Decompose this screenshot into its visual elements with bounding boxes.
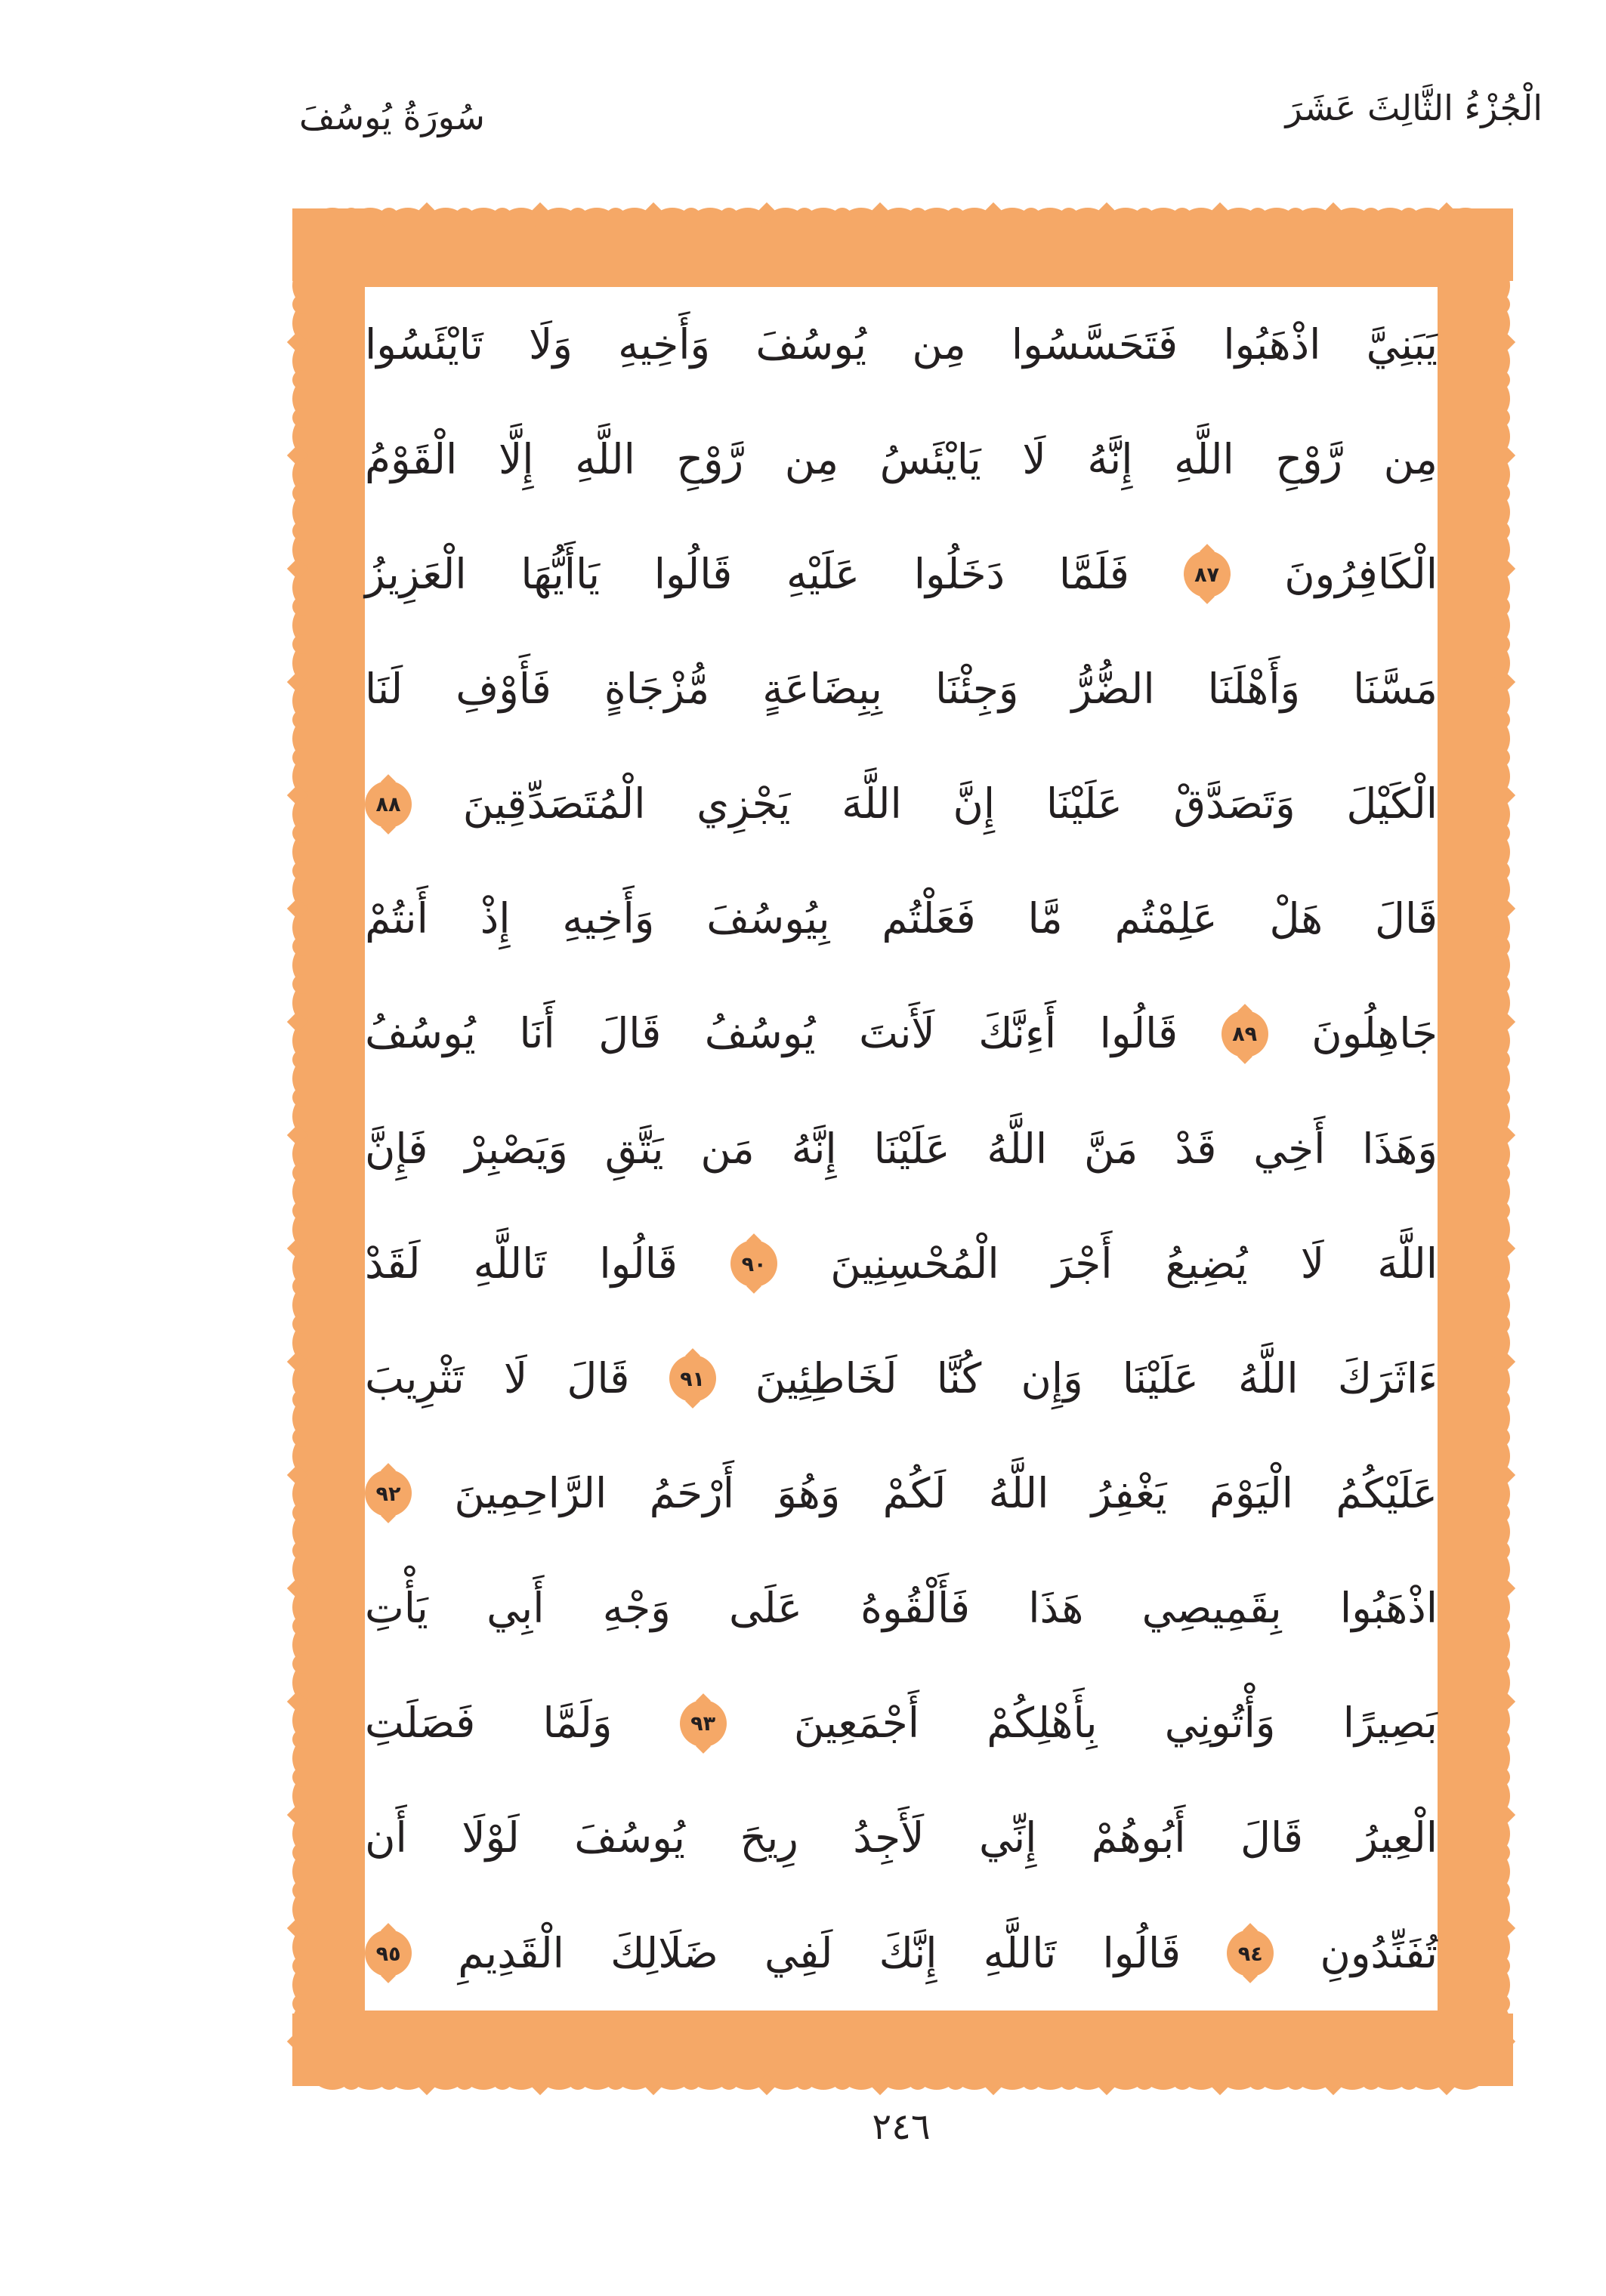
quran-word: الْمُحْسِنِينَ <box>830 1239 999 1288</box>
quran-word: لَخَاطِئِينَ <box>755 1353 897 1403</box>
quran-word: فَصَلَتِ <box>365 1699 476 1748</box>
quran-word: يَغْفِرُ <box>1091 1468 1167 1517</box>
quran-word: أَنتُمْ <box>365 894 428 943</box>
quran-word: إِلَّا <box>498 434 534 483</box>
quran-word: يَجْزِي <box>696 779 791 829</box>
quran-line <box>365 517 1438 631</box>
quran-word: قَالُوا <box>653 549 733 598</box>
quran-word: الْعِيرُ <box>1357 1813 1438 1862</box>
quran-word: لَقَدْ <box>365 1239 421 1288</box>
quran-word: أَبُوهُمْ <box>1091 1813 1186 1862</box>
quran-word: كُنَّا <box>936 1353 982 1403</box>
quran-word: لَفِي <box>764 1928 833 1977</box>
quran-word: الْقَدِيمِ <box>458 1928 564 1977</box>
quran-word: أَنَا <box>519 1009 555 1058</box>
quran-line <box>365 402 1438 517</box>
quran-word: يَايْئَسُ <box>879 434 981 483</box>
quran-word: فَعَلْتُم <box>882 894 976 943</box>
quran-word: رَّوْحِ <box>676 434 744 483</box>
quran-word: عَلَى <box>729 1584 802 1633</box>
quran-word: مُّزْجَاةٍ <box>604 664 710 713</box>
ayah-end-marker <box>669 1355 716 1402</box>
quran-word: بِقَمِيصِي <box>1141 1584 1282 1633</box>
quran-word: مِن <box>912 319 966 369</box>
quran-line <box>365 1666 1438 1781</box>
quran-word: قَدْ <box>1175 1124 1217 1173</box>
quran-word: فَإِنَّ <box>365 1124 428 1173</box>
quran-word: لَنَا <box>365 664 403 713</box>
quran-word: لَكُمْ <box>882 1468 947 1517</box>
quran-word: يُوسُفُ <box>704 1009 816 1058</box>
quran-word: رِيحَ <box>740 1813 798 1862</box>
quran-word: تَاللَّهِ <box>473 1239 547 1288</box>
quran-word: اللَّهَ <box>842 779 902 829</box>
quran-word: وَيَصْبِرْ <box>465 1124 568 1173</box>
quran-word: وَجْهِ <box>602 1584 671 1633</box>
quran-line <box>365 1896 1438 2011</box>
quran-word: فَأَوْفِ <box>456 664 551 713</box>
quran-word: عَلَيْنَا <box>1045 779 1123 829</box>
quran-word: فَتَحَسَّسُوا <box>1011 319 1178 369</box>
ayah-number: ٨٧ <box>1194 563 1220 587</box>
quran-word: ضَلَالِكَ <box>610 1928 718 1977</box>
quran-word: هَذَا <box>1028 1584 1084 1633</box>
quran-line <box>365 1551 1438 1666</box>
quran-word: قَالَ <box>1240 1813 1304 1862</box>
quran-word: اللَّهِ <box>575 434 635 483</box>
quran-word: أَءِنَّكَ <box>978 1009 1057 1058</box>
quran-word: إِنِّي <box>979 1813 1037 1862</box>
quran-word: لَوْلَا <box>462 1813 520 1862</box>
quran-word: لَا <box>1300 1239 1325 1288</box>
ayah-end-marker <box>680 1700 727 1747</box>
ayah-number: ٨٩ <box>1232 1023 1258 1047</box>
quran-word: قَالَ <box>567 1353 630 1403</box>
juz-header: الْجُزْءُ الثَّالِثَ عَشَرَ <box>1285 88 1543 128</box>
quran-line <box>365 1091 1438 1206</box>
quran-word: الْقَوْمُ <box>365 434 458 483</box>
quran-word: عَلَيْنَا <box>873 1124 950 1173</box>
ayah-end-marker <box>365 781 412 828</box>
quran-line <box>365 287 1438 402</box>
quran-word: الْعَزِيزُ <box>365 549 467 598</box>
quran-word: الْكَافِرُونَ <box>1284 549 1438 598</box>
ayah-end-marker <box>365 1930 412 1977</box>
quran-word: عَلَيْهِ <box>786 549 860 598</box>
ayah-number: ٩٥ <box>375 1942 401 1966</box>
quran-word: اللَّهُ <box>987 1124 1048 1173</box>
quran-word: يُوسُفَ <box>574 1813 685 1862</box>
quran-word: لَا <box>1022 434 1046 483</box>
quran-word: اذْهَبُوا <box>1339 1584 1438 1633</box>
ayah-end-marker <box>365 1470 412 1517</box>
quran-word: بِبِضَاعَةٍ <box>762 664 882 713</box>
quran-word: بِيُوسُفَ <box>706 894 830 943</box>
quran-word: بِأَهْلِكُمْ <box>987 1699 1098 1748</box>
quran-word: وَأْتُونِي <box>1164 1699 1276 1748</box>
quran-line <box>365 977 1438 1091</box>
quran-word: إِنَّهُ <box>1087 434 1133 483</box>
quran-word: الْمُتَصَدِّقِينَ <box>462 779 646 829</box>
quran-word: الْكَيْلَ <box>1346 779 1438 829</box>
quran-word: رَّوْحِ <box>1275 434 1343 483</box>
quran-word: هَلْ <box>1269 894 1323 943</box>
quran-line <box>365 747 1438 862</box>
quran-word: وَهَذَا <box>1362 1124 1438 1173</box>
quran-line <box>365 631 1438 746</box>
quran-word: أَجْرَ <box>1052 1239 1113 1288</box>
ayah-number: ٩٠ <box>741 1252 767 1276</box>
quran-word: مِن <box>784 434 839 483</box>
quran-word: تَثْرِيبَ <box>365 1353 465 1403</box>
quran-word: أَجْمَعِينَ <box>793 1699 919 1748</box>
quran-word: قَالَ <box>598 1009 662 1058</box>
quran-word: إِذْ <box>480 894 511 943</box>
quran-word: وَلَمَّا <box>542 1699 613 1748</box>
quran-word: تَاللَّهِ <box>983 1928 1057 1977</box>
quran-word: تَايْئَسُوا <box>365 319 483 369</box>
quran-word: يَتَّقِ <box>604 1124 664 1173</box>
quran-word: الْيَوْمَ <box>1209 1468 1294 1517</box>
quran-word: وَأَخِيهِ <box>562 894 655 943</box>
quran-word: وَأَهْلَنَا <box>1207 664 1301 713</box>
quran-word: فَلَمَّا <box>1058 549 1129 598</box>
quran-word: عَلَيْنَا <box>1122 1353 1199 1403</box>
quran-word: عَلِمْتُم <box>1114 894 1218 943</box>
quran-word: الضُّرُّ <box>1071 664 1155 713</box>
quran-word: يُوسُفُ <box>365 1009 476 1058</box>
quran-line <box>365 1206 1438 1321</box>
quran-word: وَهُوَ <box>777 1468 841 1517</box>
quran-word: إِنَّكَ <box>879 1928 937 1977</box>
quran-word: وَأَخِيهِ <box>618 319 711 369</box>
quran-word: عَلَيْكُمُ <box>1336 1468 1438 1517</box>
quran-word: يَاأَيُّهَا <box>520 549 601 598</box>
ayah-end-marker <box>730 1240 777 1287</box>
quran-word: لَأَنتَ <box>859 1009 935 1058</box>
quran-word: جَاهِلُونَ <box>1311 1009 1438 1058</box>
quran-text-block <box>365 287 1438 2011</box>
quran-word: اللَّهِ <box>1174 434 1234 483</box>
quran-word: يُضِيعُ <box>1165 1239 1248 1288</box>
quran-word: دَخَلُوا <box>913 549 1005 598</box>
quran-word: قَالَ <box>1374 894 1438 943</box>
surah-header: سُورَةُ يُوسُفَ <box>299 97 485 137</box>
quran-word: يَأْتِ <box>365 1584 428 1633</box>
quran-word: إِنَّهُ <box>791 1124 837 1173</box>
ayah-number: ٩٣ <box>690 1712 716 1736</box>
quran-word: الرَّاحِمِينَ <box>454 1468 607 1517</box>
quran-word: اللَّهَ <box>1377 1239 1438 1288</box>
quran-word: مِن <box>1383 434 1438 483</box>
ayah-end-marker <box>1227 1930 1274 1977</box>
quran-word: مَن <box>700 1124 755 1173</box>
quran-word: بَصِيرًا <box>1342 1699 1438 1748</box>
ayah-number: ٩٤ <box>1237 1942 1263 1966</box>
quran-word: يَبَنِيَّ <box>1366 319 1438 369</box>
quran-word: مَسَّنَا <box>1353 664 1438 713</box>
quran-word: لَأَجِدُ <box>853 1813 925 1862</box>
quran-word: قَالُوا <box>1099 1009 1178 1058</box>
quran-word: مَّا <box>1027 894 1063 943</box>
quran-word: قَالُوا <box>599 1239 678 1288</box>
quran-word: ءَاثَرَكَ <box>1337 1353 1438 1403</box>
quran-word: إِنَّ <box>953 779 996 829</box>
quran-word: مَنَّ <box>1084 1124 1138 1173</box>
ayah-end-marker <box>1184 551 1231 597</box>
quran-word: أَبِي <box>486 1584 545 1633</box>
quran-word: أَخِي <box>1253 1124 1326 1173</box>
quran-line <box>365 1436 1438 1551</box>
quran-word: وَتَصَدَّقْ <box>1173 779 1296 829</box>
ayah-number: ٩١ <box>680 1367 706 1391</box>
quran-word: وَإِن <box>1021 1353 1083 1403</box>
quran-line <box>365 862 1438 977</box>
quran-word: اذْهَبُوا <box>1223 319 1321 369</box>
quran-word: أَرْحَمُ <box>649 1468 735 1517</box>
quran-word: وَلَا <box>529 319 573 369</box>
quran-word: وَجِئْنَا <box>934 664 1019 713</box>
ayah-number: ٨٨ <box>375 793 401 817</box>
quran-line <box>365 1321 1438 1436</box>
page-number: ٢٤٦ <box>872 2106 931 2148</box>
quran-word: يُوسُفَ <box>755 319 867 369</box>
quran-word: لَا <box>503 1353 528 1403</box>
quran-line <box>365 1781 1438 1896</box>
ayah-number: ٩٢ <box>375 1482 401 1506</box>
quran-word: اللَّهُ <box>1237 1353 1299 1403</box>
quran-word: فَأَلْقُوهُ <box>860 1584 970 1633</box>
quran-word: قَالُوا <box>1102 1928 1181 1977</box>
quran-word: تُفَنِّدُونِ <box>1320 1928 1438 1977</box>
quran-word: أَن <box>365 1813 407 1862</box>
ayah-end-marker <box>1221 1011 1268 1057</box>
quran-word: اللَّهُ <box>988 1468 1049 1517</box>
